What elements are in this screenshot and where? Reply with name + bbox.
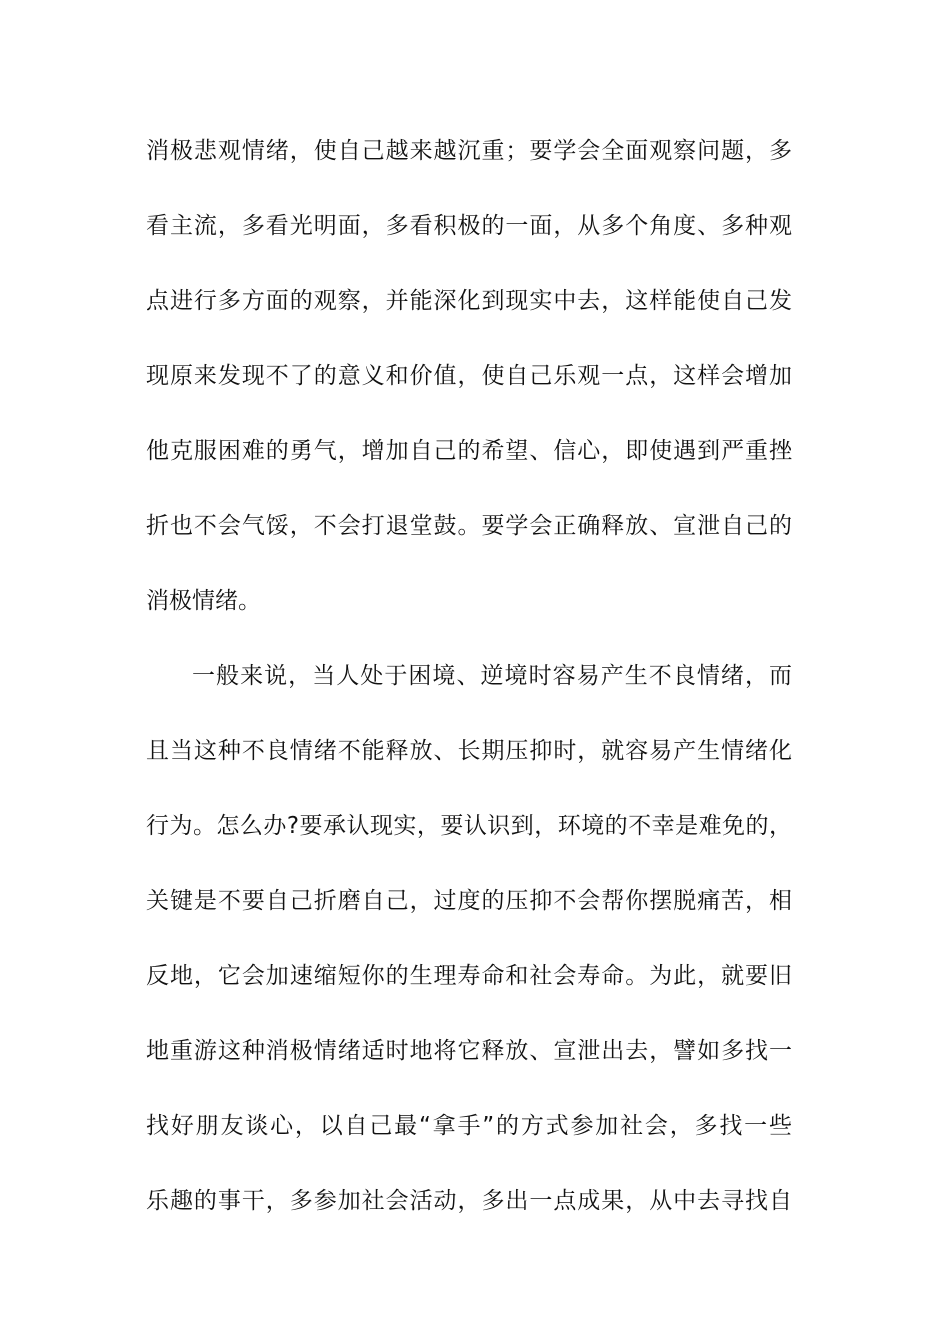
paragraph-1-line-7: 消极情绪。 [146, 588, 261, 614]
paragraph-1-line-4: 现原来发现不了的意义和价值，使自己乐观一点，这样会增加 [146, 363, 792, 389]
paragraph-2-line-4: 关键是不要自己折磨自己，过度的压抑不会帮你摆脱痛苦，相 [146, 888, 792, 914]
paragraph-1-line-5: 他克服困难的勇气，增加自己的希望、信心，即使遇到严重挫 [146, 438, 792, 464]
paragraph-2-line-1: 一般来说，当人处于困境、逆境时容易产生不良情绪，而 [192, 663, 792, 689]
paragraph-2-line-6: 地重游这种消极情绪适时地将它释放、宣泄出去，譬如多找一 [146, 1038, 792, 1064]
paragraph-2-line-7: 找好朋友谈心，以自己最“拿手”的方式参加社会，多找一些 [146, 1113, 792, 1139]
paragraph-2-line-3: 行为。怎么办?要承认现实，要认识到，环境的不幸是难免的， [146, 813, 792, 839]
paragraph-1-line-1: 消极悲观情绪，使自己越来越沉重；要学会全面观察问题，多 [146, 138, 792, 164]
paragraph-2-line-8: 乐趣的事干，多参加社会活动，多出一点成果，从中去寻找自 [146, 1188, 792, 1214]
paragraph-2-line-5: 反地，它会加速缩短你的生理寿命和社会寿命。为此，就要旧 [146, 963, 792, 989]
paragraph-1-line-6: 折也不会气馁，不会打退堂鼓。要学会正确释放、宣泄自己的 [146, 513, 792, 539]
paragraph-1-line-2: 看主流，多看光明面，多看积极的一面，从多个角度、多种观 [146, 213, 792, 239]
paragraph-1-line-3: 点进行多方面的观察，并能深化到现实中去，这样能使自己发 [146, 288, 792, 314]
paragraph-2-line-2: 且当这种不良情绪不能释放、长期压抑时，就容易产生情绪化 [146, 738, 792, 764]
